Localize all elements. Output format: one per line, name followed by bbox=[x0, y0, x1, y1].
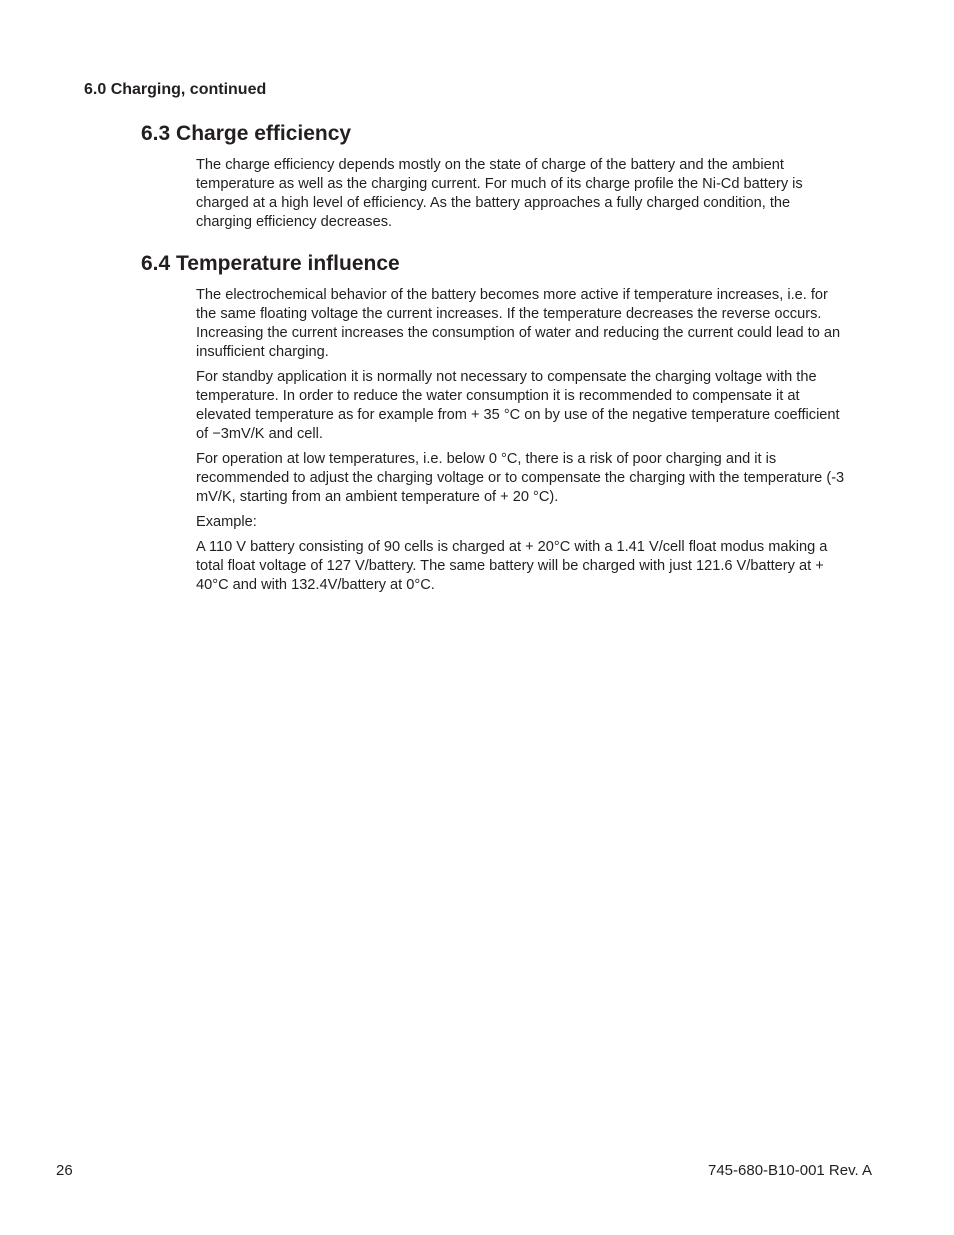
section-title: 6.3 Charge efficiency bbox=[141, 122, 352, 145]
section-charge-efficiency bbox=[141, 121, 861, 238]
section-title: 6.4 Temperature influence bbox=[141, 252, 400, 275]
paragraph: The charge efficiency depends mostly on the state of charge of the battery and the ambient temperature as well as the charging current. For much of its charge profile the Ni-Cd battery is charged at a high level of efficiency. As the battery approaches a fully charged condition, the charging efficiency decreases. bbox=[196, 157, 803, 230]
page-number: 26 bbox=[56, 1162, 73, 1179]
document-id: 745-680-B10-001 Rev. A bbox=[708, 1162, 872, 1179]
running-header: 6.0 Charging, continued bbox=[84, 81, 267, 98]
paragraph: For operation at low temperatures, i.e. below 0 °C, there is a risk of poor charging and it is recommended to adjust the charging voltage or to compensate the charging with the temperature (-3 mV/K, starting from an ambient temperature of + 20 °C). bbox=[196, 451, 845, 505]
paragraph-example-label: Example: bbox=[196, 514, 257, 530]
section-temperature-influence bbox=[141, 251, 861, 601]
paragraph: The electrochemical behavior of the battery becomes more active if temperature increases, i.e. for the same floating voltage the current increases. If the temperature decreases the reverse occurs. Increasing the current increases the consumption of water and reducing the current could lead to an insufficient charging. bbox=[196, 287, 841, 360]
paragraph-example: A 110 V battery consisting of 90 cells is charged at + 20°C with a 1.41 V/cell float modus making a total float voltage of 127 V/battery. The same battery will be charged with just 121.6 V/battery at + 40°C and with 132.4V/battery at 0°C. bbox=[196, 539, 828, 593]
paragraph: For standby application it is normally not necessary to compensate the charging voltage with the temperature. In order to reduce the water consumption it is recommended to compensate it at elevated temperature as for example from + 35 °C on by use of the negative temperature coefficient of −3mV/K and cell. bbox=[196, 369, 840, 442]
